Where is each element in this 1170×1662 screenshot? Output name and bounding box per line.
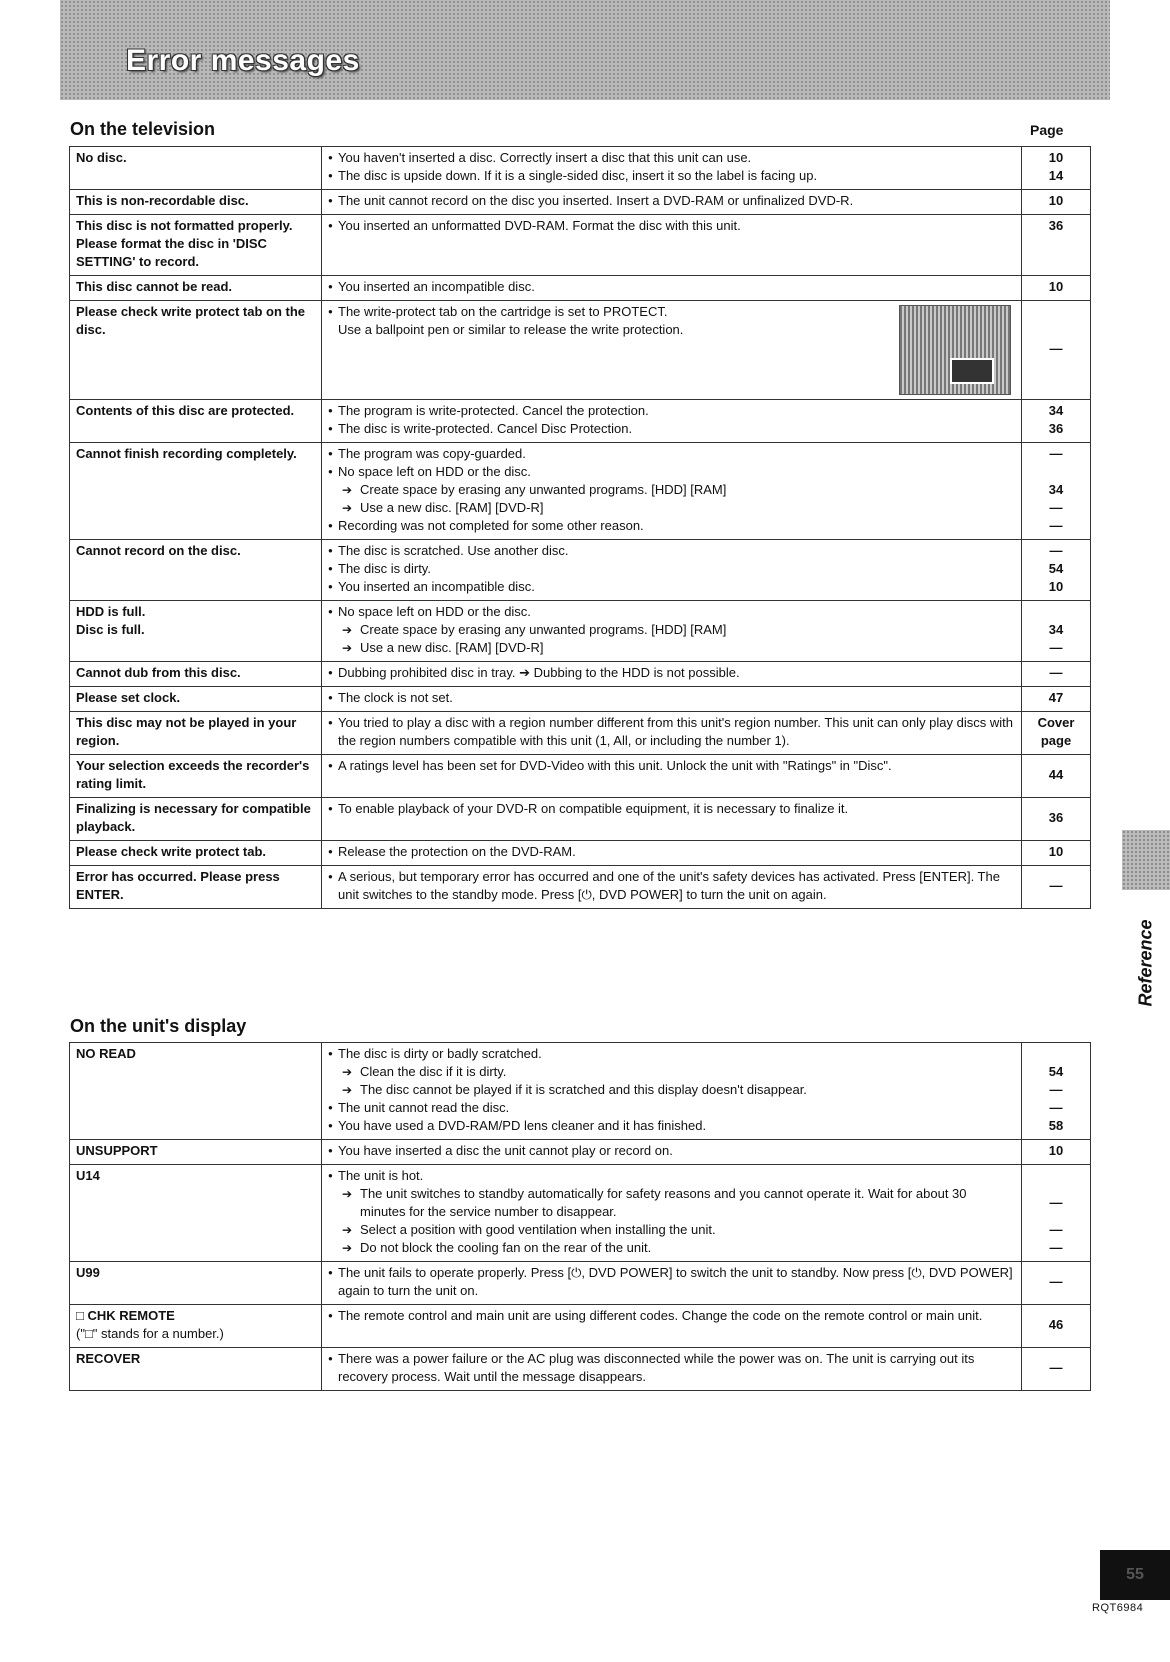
- cause-line: ➔ The unit switches to standby automatically for safety reasons and you cannot operate it. Wait for about 30 minutes for the service number to disappear.: [328, 1185, 1015, 1221]
- cause-line: ● The disc is write-protected. Cancel Disc Protection.: [328, 420, 1015, 438]
- page-cell: — 34 — —: [1022, 443, 1091, 540]
- cause-line: ● No space left on HDD or the disc.: [328, 603, 1015, 621]
- cause-line: ● Dubbing prohibited disc in tray. ➔ Dubbing to the HDD is not possible.: [328, 664, 1015, 682]
- page-cell: —: [1022, 866, 1091, 909]
- table-row: [70, 301, 1091, 400]
- cause-line: ➔ The disc cannot be played if it is scratched and this display doesn't disappear.: [328, 1081, 1015, 1099]
- cause-cell: [322, 540, 1022, 601]
- cause-cell: [322, 755, 1022, 798]
- table-row: [70, 712, 1091, 755]
- page-cell: —: [1022, 662, 1091, 687]
- cause-line: ● You have inserted a disc the unit cannot play or record on.: [328, 1142, 1015, 1160]
- message-cell: No disc.: [70, 147, 322, 190]
- page-cell: 10: [1022, 1140, 1091, 1165]
- cause-cell: [322, 866, 1022, 909]
- cause-line: ➔ Select a position with good ventilation when installing the unit.: [328, 1221, 1015, 1239]
- table-row: [70, 215, 1091, 276]
- cause-cell: [322, 687, 1022, 712]
- table-row: [70, 601, 1091, 662]
- page-cell: 10 14: [1022, 147, 1091, 190]
- message-cell: HDD is full. Disc is full.: [70, 601, 322, 662]
- cause-cell: [322, 190, 1022, 215]
- page-cell: 36: [1022, 215, 1091, 276]
- cause-line: ● The disc is dirty.: [328, 560, 1015, 578]
- cause-line: ● To enable playback of your DVD-R on compatible equipment, it is necessary to finalize it.: [328, 800, 1015, 818]
- cause-line: ➔ Use a new disc. [RAM] [DVD-R]: [328, 639, 1015, 657]
- message-cell: Cannot record on the disc.: [70, 540, 322, 601]
- cause-line: ● The disc is scratched. Use another disc.: [328, 542, 1015, 560]
- cause-line: ● The unit is hot.: [328, 1167, 1015, 1185]
- message-cell: U99: [70, 1262, 322, 1305]
- cause-line: ● You inserted an incompatible disc.: [328, 278, 1015, 296]
- cause-cell: [322, 662, 1022, 687]
- message-cell: Please set clock.: [70, 687, 322, 712]
- cause-line: ● The write-protect tab on the cartridge is set to PROTECT.: [328, 303, 1015, 321]
- reference-tab-marker: [1122, 830, 1170, 890]
- message-cell: U14: [70, 1165, 322, 1262]
- cause-line: ● There was a power failure or the AC plug was disconnected while the power was on. The unit is carrying out its recovery process. Wait until the message disappears.: [328, 1350, 1015, 1386]
- table-row: [70, 190, 1091, 215]
- message-cell: RECOVER: [70, 1348, 322, 1391]
- page-cell: 34 —: [1022, 601, 1091, 662]
- message-cell: Cannot finish recording completely.: [70, 443, 322, 540]
- page-cell: —: [1022, 301, 1091, 400]
- cause-line: ● You inserted an incompatible disc.: [328, 578, 1015, 596]
- cause-line: ➔ Create space by erasing any unwanted programs. [HDD] [RAM]: [328, 621, 1015, 639]
- cause-line: ● You have used a DVD-RAM/PD lens cleaner and it has finished.: [328, 1117, 1015, 1135]
- message-cell: NO READ: [70, 1043, 322, 1140]
- cause-cell: [322, 1262, 1022, 1305]
- message-cell: Cannot dub from this disc.: [70, 662, 322, 687]
- cause-cell: [322, 301, 1022, 400]
- cause-line: ● The unit cannot read the disc.: [328, 1099, 1015, 1117]
- cause-line: ● The program was copy-guarded.: [328, 445, 1015, 463]
- table-row: [70, 798, 1091, 841]
- page-column-heading: Page: [1030, 122, 1064, 138]
- cause-line: ● The disc is upside down. If it is a single-sided disc, insert it so the label is facing up.: [328, 167, 1015, 185]
- cause-cell: [322, 1348, 1022, 1391]
- cause-line: ● The program is write-protected. Cancel the protection.: [328, 402, 1015, 420]
- page-cell: —: [1022, 1262, 1091, 1305]
- reference-tab-label: Reference: [1135, 919, 1156, 1007]
- cause-cell: [322, 443, 1022, 540]
- document-code: RQT6984: [1092, 1602, 1144, 1614]
- message-cell: □ CHK REMOTE ("□" stands for a number.): [70, 1305, 322, 1348]
- cause-line: ● No space left on HDD or the disc.: [328, 463, 1015, 481]
- message-cell: UNSUPPORT: [70, 1140, 322, 1165]
- message-cell: This is non-recordable disc.: [70, 190, 322, 215]
- table-row: [70, 443, 1091, 540]
- cause-cell: [322, 798, 1022, 841]
- table-row: [70, 662, 1091, 687]
- table-row: [70, 755, 1091, 798]
- table-row: [70, 1140, 1091, 1165]
- table-row: [70, 1305, 1091, 1348]
- message-cell: Please check write protect tab.: [70, 841, 322, 866]
- cause-line: ➔ Do not block the cooling fan on the rear of the unit.: [328, 1239, 1015, 1257]
- cause-cell: [322, 1140, 1022, 1165]
- page-cell: 34 36: [1022, 400, 1091, 443]
- cause-cell: [322, 1305, 1022, 1348]
- cause-line: ● The unit cannot record on the disc you inserted. Insert a DVD-RAM or unfinalized DVD-R.: [328, 192, 1015, 210]
- message-cell: Contents of this disc are protected.: [70, 400, 322, 443]
- cause-line: ● Release the protection on the DVD-RAM.: [328, 843, 1015, 861]
- cause-cell: [322, 147, 1022, 190]
- cause-line: ● The remote control and main unit are using different codes. Change the code on the remote control or main unit.: [328, 1307, 1015, 1325]
- page-cell: 47: [1022, 687, 1091, 712]
- cause-line: ● A ratings level has been set for DVD-Video with this unit. Unlock the unit with "Ratings" in "Disc".: [328, 757, 1015, 775]
- cause-cell: [322, 841, 1022, 866]
- page-cell: 54 — — 58: [1022, 1043, 1091, 1140]
- message-cell: This disc may not be played in your region.: [70, 712, 322, 755]
- page-cell: —: [1022, 1348, 1091, 1391]
- cause-line: ● The clock is not set.: [328, 689, 1015, 707]
- cause-line: ● You haven't inserted a disc. Correctly insert a disc that this unit can use.: [328, 149, 1015, 167]
- page-cell: 44: [1022, 755, 1091, 798]
- table-row: [70, 687, 1091, 712]
- cause-line: ➔ Use a new disc. [RAM] [DVD-R]: [328, 499, 1015, 517]
- message-cell: Please check write protect tab on the disc.: [70, 301, 322, 400]
- page-cell: 10: [1022, 276, 1091, 301]
- cause-line: ● You tried to play a disc with a region number different from this unit's region number. This unit can only play discs with the region numbers compatible with this unit (1, All, or including the number 1).: [328, 714, 1015, 750]
- cause-line: ● The disc is dirty or badly scratched.: [328, 1045, 1015, 1063]
- cause-cell: [322, 276, 1022, 301]
- table-row: [70, 1165, 1091, 1262]
- page-cell: 10: [1022, 841, 1091, 866]
- page-number: 55: [1100, 1550, 1170, 1600]
- page-cell: Cover page: [1022, 712, 1091, 755]
- page-title: Error messages: [126, 44, 360, 77]
- message-cell: Error has occurred. Please press ENTER.: [70, 866, 322, 909]
- unit-section-heading: On the unit's display: [70, 1016, 247, 1036]
- tv-error-table: [69, 146, 1091, 909]
- cause-line: ● A serious, but temporary error has occurred and one of the unit's safety devices has activated. Press [ENTER]. The unit switches to the standby mode. Press [⏻, DVD POWER] to turn the unit on again.: [328, 868, 1015, 904]
- cause-cell: [322, 215, 1022, 276]
- cause-cell: [322, 1165, 1022, 1262]
- cause-cell: [322, 1043, 1022, 1140]
- table-row: [70, 400, 1091, 443]
- table-row: [70, 147, 1091, 190]
- table-row: [70, 1043, 1091, 1140]
- page-cell: 36: [1022, 798, 1091, 841]
- cause-line: ● Recording was not completed for some other reason.: [328, 517, 1015, 535]
- page-cell: — 54 10: [1022, 540, 1091, 601]
- cause-line: ➔ Create space by erasing any unwanted programs. [HDD] [RAM]: [328, 481, 1015, 499]
- page-cell: 10: [1022, 190, 1091, 215]
- message-cell: Your selection exceeds the recorder's rating limit.: [70, 755, 322, 798]
- cause-line: ➔ Clean the disc if it is dirty.: [328, 1063, 1015, 1081]
- table-row: [70, 276, 1091, 301]
- table-row: [70, 866, 1091, 909]
- table-row: [70, 841, 1091, 866]
- cause-line: Use a ballpoint pen or similar to release the write protection.: [338, 322, 684, 337]
- unit-display-error-table: [69, 1042, 1091, 1391]
- cause-line: ● The unit fails to operate properly. Press [⏻, DVD POWER] to switch the unit to standby. Now press [⏻, DVD POWER] again to turn the unit on.: [328, 1264, 1015, 1300]
- page-cell: 46: [1022, 1305, 1091, 1348]
- table-row: [70, 540, 1091, 601]
- message-cell: This disc is not formatted properly. Please format the disc in 'DISC SETTING' to record.: [70, 215, 322, 276]
- cause-cell: [322, 601, 1022, 662]
- table-row: [70, 1262, 1091, 1305]
- tv-section-heading: On the television: [70, 119, 216, 139]
- table-row: [70, 1348, 1091, 1391]
- cause-cell: [322, 400, 1022, 443]
- message-cell: This disc cannot be read.: [70, 276, 322, 301]
- cause-line: ● You inserted an unformatted DVD-RAM. Format the disc with this unit.: [328, 217, 1015, 235]
- page-cell: — — —: [1022, 1165, 1091, 1262]
- message-cell: Finalizing is necessary for compatible playback.: [70, 798, 322, 841]
- cause-cell: [322, 712, 1022, 755]
